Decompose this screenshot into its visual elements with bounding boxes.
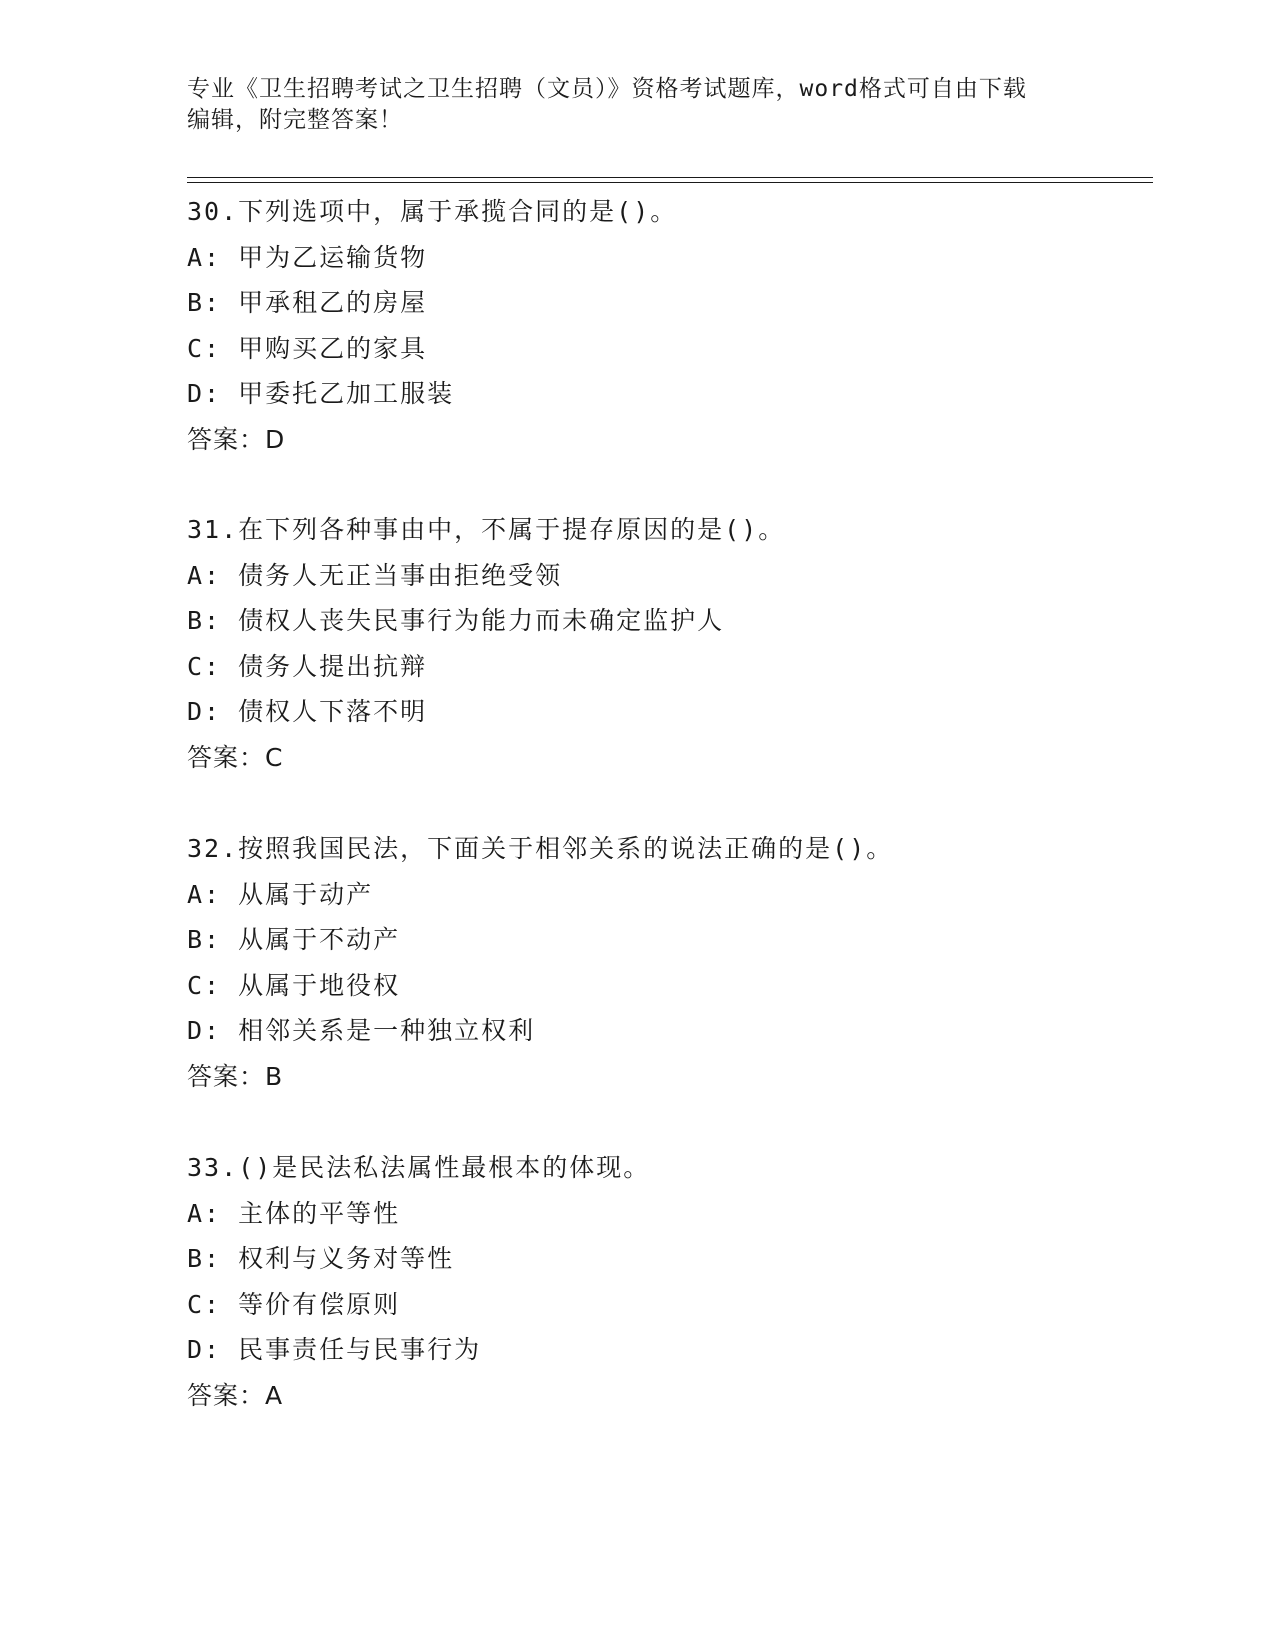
option-c: C: 甲购买乙的家具 <box>187 333 428 363</box>
option-b: B: 权利与义务对等性 <box>187 1244 455 1273</box>
option-a: A: 主体的平等性 <box>187 1198 401 1228</box>
document-header <box>187 74 1067 136</box>
question-33 <box>187 1145 1147 1418</box>
option-a: A: 从属于动产 <box>187 879 374 909</box>
option-b: B: 从属于不动产 <box>187 925 401 954</box>
question-30 <box>187 189 1147 462</box>
question-stem: 32.按照我国民法，下面关于相邻关系的说法正确的是()。 <box>187 834 894 863</box>
question-stem: 31.在下列各种事由中，不属于提存原因的是()。 <box>187 515 786 544</box>
option-c: C: 债务人提出抗辩 <box>187 651 428 681</box>
header-divider-top <box>187 177 1153 178</box>
question-stem: 33.()是民法私法属性最根本的体现。 <box>187 1153 651 1182</box>
option-c: C: 从属于地役权 <box>187 970 401 1000</box>
option-a: A: 甲为乙运输货物 <box>187 242 428 272</box>
option-b: B: 甲承租乙的房屋 <box>187 288 428 317</box>
option-c: C: 等价有偿原则 <box>187 1289 401 1319</box>
option-d: D: 债权人下落不明 <box>187 697 428 726</box>
question-stem: 30.下列选项中，属于承揽合同的是()。 <box>187 197 678 226</box>
option-a: A: 债务人无正当事由拒绝受领 <box>187 560 563 590</box>
answer-label: 答案：D <box>187 424 286 454</box>
question-32 <box>187 826 1147 1099</box>
option-d: D: 民事责任与民事行为 <box>187 1335 482 1364</box>
option-d: D: 相邻关系是一种独立权利 <box>187 1016 536 1045</box>
option-d: D: 甲委托乙加工服装 <box>187 379 455 408</box>
answer-label: 答案：B <box>187 1061 284 1091</box>
option-b: B: 债权人丧失民事行为能力而未确定监护人 <box>187 606 725 635</box>
header-line-2: 编辑，附完整答案！ <box>187 107 403 133</box>
header-line-1: 专业《卫生招聘考试之卫生招聘（文员）》资格考试题库，word格式可自由下载 <box>187 76 1027 102</box>
answer-label: 答案：A <box>187 1380 284 1410</box>
question-31 <box>187 507 1147 780</box>
answer-label: 答案：C <box>187 742 284 772</box>
header-divider-bottom <box>187 182 1153 183</box>
